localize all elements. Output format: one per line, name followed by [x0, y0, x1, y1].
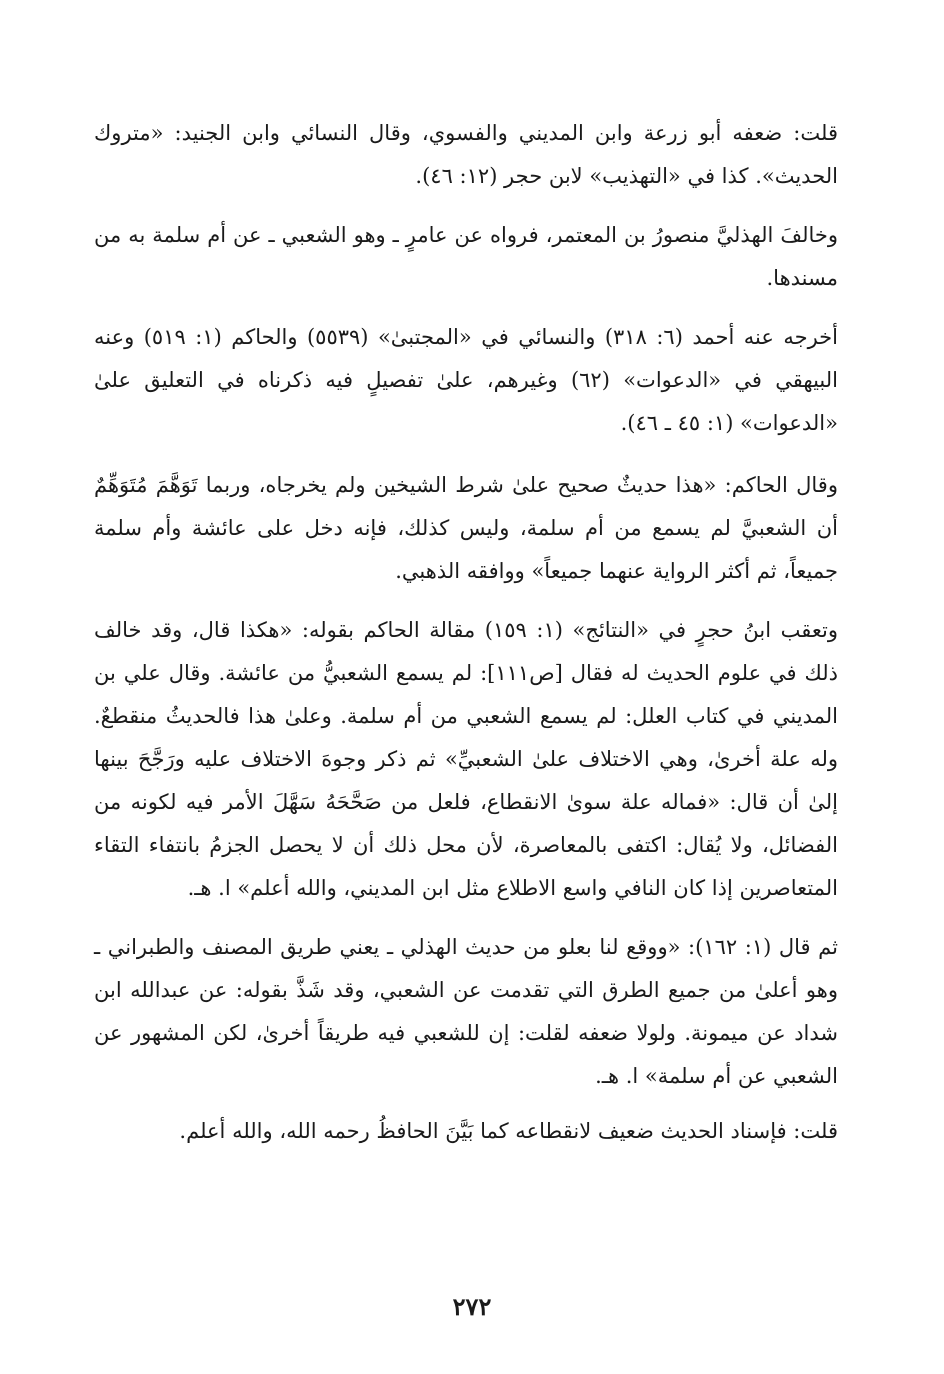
- paragraph-1: قلت: ضعفه أبو زرعة وابن المديني والفسوي، وقال النسائي وابن الجنيد: «متروك الحديث». كذا في «التهذيب» لابن حجر (١٢: ٤٦).: [94, 121, 838, 188]
- page-number: ٢٧٢: [452, 1292, 492, 1321]
- paragraph-2: وخالفَ الهذليَّ منصورُ بن المعتمر، فرواه عن عامرٍ ـ وهو الشعبي ـ عن أم سلمة به من مسندها.: [94, 223, 838, 290]
- paragraph-6: ثم قال (١: ١٦٢): «ووقع لنا بعلو من حديث الهذلي ـ يعني طريق المصنف والطبراني ـ وهو أعلىٰ من جميع الطرق التي تقدمت عن الشعبي، وقد شَذَّ بقوله: عن عبدالله ابن شداد عن ميمونة. ولولا ضعفه لقلت: إن للشعبي فيه طريقاً أخرىٰ، لكن المشهور عن الشعبي عن أم سلمة» ا. هـ.: [94, 935, 838, 1088]
- paragraph-7: قلت: فإسناد الحديث ضعيف لانقطاعه كما بَيَّنَ الحافظُ رحمه الله، والله أعلم.: [179, 1119, 838, 1143]
- page-body: [94, 112, 838, 1153]
- paragraph-5: وتعقب ابنُ حجرٍ في «النتائج» (١: ١٥٩) مقالة الحاكم بقوله: «هكذا قال، وقد خالف ذلك في علوم الحديث له فقال [ص١١١]: لم يسمع الشعبيُّ من عائشة. وقال علي بن المديني في كتاب العلل: لم يسمع الشعبي من أم سلمة. وعلىٰ هذا فالحديثُ منقطعٌ. وله علة أخرىٰ، وهي الاختلاف علىٰ الشعبيِّ» ثم ذكر وجوهَ الاختلاف عليه ورَجَّحَ بينها إلىٰ أن قال: «فماله علة سوىٰ الانقطاع، فلعل من صَحَّحَهُ سَهَّلَ الأمر فيه لكونه من الفضائل، ولا يُقال: اكتفى بالمعاصرة، لأن محل ذلك أن لا يحصل الجزمُ بانتفاء التقاء المتعاصرين إذا كان النافي واسع الاطلاع مثل ابن المديني، والله أعلم» ا. هـ.: [94, 618, 838, 900]
- paragraph-4: وقال الحاكم: «هذا حديثٌ صحيح علىٰ شرط الشيخين ولم يخرجاه، وربما تَوَهَّمَ مُتَوَهِّمٌ أن الشعبيَّ لم يسمع من أم سلمة، وليس كذلك، فإنه دخل على عائشة وأم سلمة جميعاً، ثم أكثر الرواية عنهما جميعاً» ووافقه الذهبي.: [94, 473, 838, 583]
- paragraph-3: أخرجه عنه أحمد (٦: ٣١٨) والنسائي في «المجتبىٰ» (٥٥٣٩) والحاكم (١: ٥١٩) وعنه البيهقي في «الدعوات» (٦٢) وغيرهم، علىٰ تفصيلٍ فيه ذكرناه في التعليق علىٰ «الدعوات» (١: ٤٥ ـ ٤٦).: [94, 325, 838, 435]
